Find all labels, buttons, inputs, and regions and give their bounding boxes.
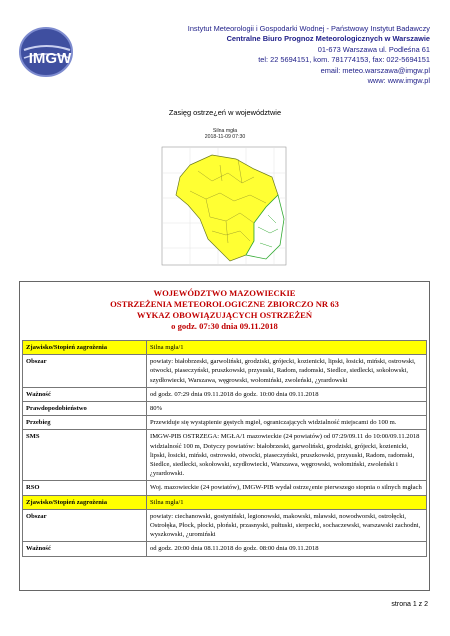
- address: 01-673 Warszawa ul. Podleśna 61: [317, 44, 430, 54]
- row-value: powiaty: białobrzeski, garwoliński, grodziski, grójecki, kozienicki, lipski, łosicki, miński, ostrowski, otwocki, piaseczyński, pruszkowski, przysuski, Radom, radomski, Siedlce, siedlecki, sokołowski, szydłowiecki, Warszawa, węgrowski, wołomiński, zwoleński, ¿yrardowski: [147, 355, 427, 388]
- institute-header: [188, 24, 430, 86]
- email[interactable]: email: meteo.warszawa@imgw.pl: [320, 65, 430, 75]
- row-value: Przewiduje się wystąpienie gęstych mgieł, ograniczających widzialność miejscami do 100 m.: [147, 416, 427, 430]
- warning-row: [23, 430, 427, 481]
- row-label: RSO: [23, 481, 147, 495]
- row-value: Silna mgła/1: [147, 495, 427, 509]
- warning-row: [23, 509, 427, 542]
- row-label: Zjawisko/Stopień zagrożenia: [23, 341, 147, 355]
- bureau-name: Centralne Biuro Prognoz Meteorologicznych w Warszawie: [226, 34, 430, 44]
- row-value: IMGW-PIB OSTRZEGA: MGŁA/1 mazowieckie (24 powiatów) od 07:29/09.11 do 10:00/09.11.2018 widzialność 100 m, Dotyczy powiatów: białobrzeski, garwoliński, grodziski, grójecki, kozienicki, lipski, łosicki, miński, ostrowski, otwocki, piaseczyński, pruszkowski, przysuski, Radom, radomski, Siedlce, siedlecki, sokołowski, szydłowiecki, Warszawa, węgrowski, wołomiński, zwoleński i ¿yrardowski.: [147, 430, 427, 481]
- row-value: Silna mgła/1: [147, 341, 427, 355]
- warning-row: [23, 355, 427, 388]
- row-label: Ważność: [23, 387, 147, 401]
- warning-row: [23, 341, 427, 355]
- warning-row: [23, 387, 427, 401]
- warning-row: [23, 495, 427, 509]
- warnings-table: [22, 340, 427, 557]
- row-label: Prawdopodobieństwo: [23, 402, 147, 416]
- warning-row: [23, 416, 427, 430]
- phones: tel: 22 5694151, kom. 781774153, fax: 022-5694151: [258, 55, 430, 65]
- map-title-datetime: 2018-11-09 07:30: [204, 134, 246, 141]
- website[interactable]: www: www.imgw.pl: [367, 76, 430, 86]
- warning-row: [23, 481, 427, 495]
- row-label: Przebieg: [23, 416, 147, 430]
- bulletin-panel: [19, 281, 430, 591]
- row-value: Woj. mazowieckie (24 powiatów), IMGW-PIB wydał ostrze¿enie pierwszego stopnia o silnych mgłach: [147, 481, 427, 495]
- bulletin-heading: [20, 282, 429, 340]
- row-label: Obszar: [23, 509, 147, 542]
- logo-text: IMGW: [28, 50, 72, 67]
- row-label: Zjawisko/Stopień zagrożenia: [23, 495, 147, 509]
- warning-map: [150, 143, 300, 273]
- row-value: od godz. 07:29 dnia 09.11.2018 do godz. 10:00 dnia 09.11.2018: [147, 387, 427, 401]
- map-title: [0, 128, 450, 141]
- bulletin-list-title: WYKAZ OBOWIĄZUJĄCYCH OSTRZEŻEŃ: [136, 310, 313, 320]
- row-value: 80%: [147, 402, 427, 416]
- row-value: powiaty: ciechanowski, gostyniński, legionowski, makowski, mławski, nowodworski, ostrołęcki, Ostrołęka, Płock, płocki, płoński, przasnyski, pułtuski, sierpecki, sochaczewski, warszawski zachodni, wyszkowski, ¿uromiński: [147, 509, 427, 542]
- row-label: SMS: [23, 430, 147, 481]
- bulletin-region: WOJEWÓDZTWO MAZOWIECKIE: [153, 288, 296, 298]
- map-title-phenomenon: Silna mgła: [212, 128, 238, 134]
- warning-row: [23, 402, 427, 416]
- imgw-logo: [12, 20, 92, 84]
- row-value: od godz. 20:00 dnia 08.11.2018 do godz. 08:00 dnia 09.11.2018: [147, 542, 427, 556]
- map-caption: Zasięg ostrze¿eń w województwie: [168, 108, 282, 117]
- bulletin-datetime: o godz. 07:30 dnia 09.11.2018: [171, 321, 278, 331]
- page-number: strona 1 z 2: [391, 601, 428, 608]
- row-label: Obszar: [23, 355, 147, 388]
- bulletin-number: OSTRZEŻENIA METEOROLOGICZNE ZBIORCZO NR 63: [110, 299, 339, 309]
- institute-name: Instytut Meteorologii i Gospodarki Wodnej - Państwowy Instytut Badawczy: [187, 24, 430, 33]
- warning-row: [23, 542, 427, 556]
- row-label: Ważność: [23, 542, 147, 556]
